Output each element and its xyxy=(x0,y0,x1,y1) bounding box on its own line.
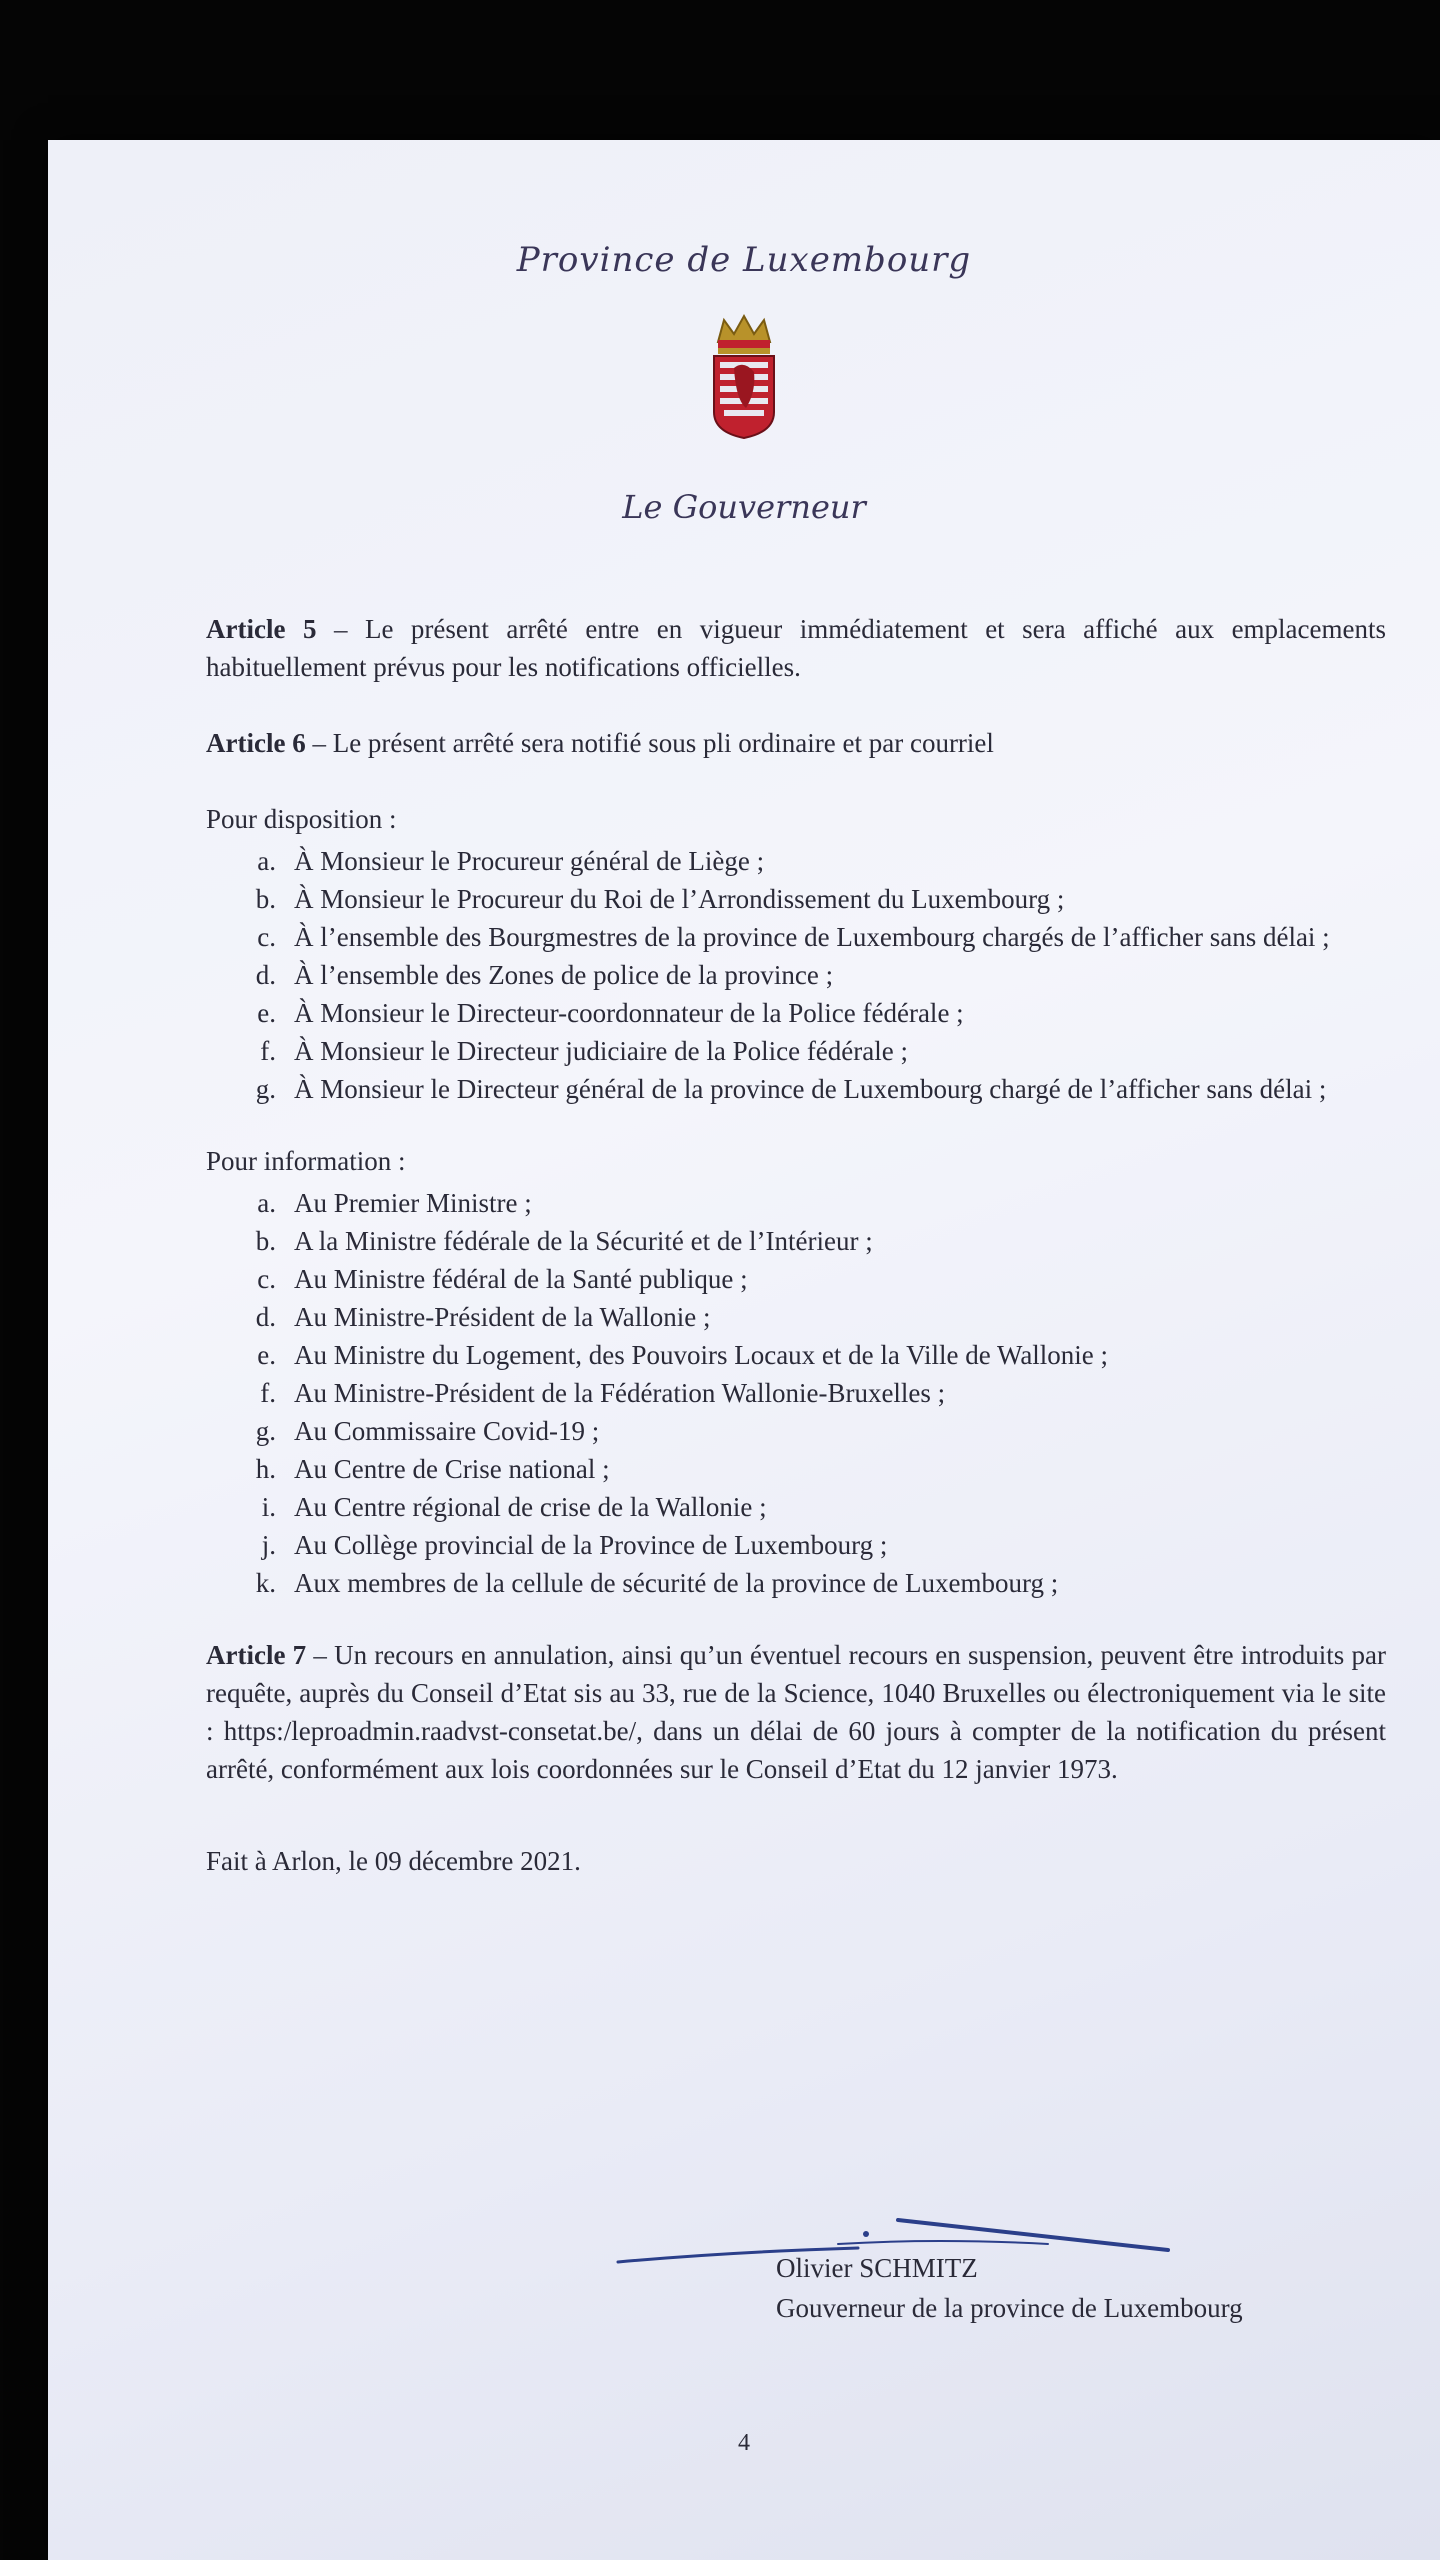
list-item xyxy=(206,1526,1386,1564)
list-letter: c. xyxy=(257,922,276,952)
signer-title: Gouverneur de la province de Luxembourg xyxy=(776,2293,1243,2323)
article-5 xyxy=(206,610,1386,686)
list-text: À Monsieur le Procureur du Roi de l’Arrondissement du Luxembourg ; xyxy=(294,884,1065,914)
list-text: À Monsieur le Directeur-coordonnateur de la Police fédérale ; xyxy=(294,998,964,1028)
information-list xyxy=(206,1184,1386,1602)
list-letter: e. xyxy=(257,1340,276,1370)
list-letter: a. xyxy=(257,846,276,876)
list-item xyxy=(206,1488,1386,1526)
list-text: A la Ministre fédérale de la Sécurité et de l’Intérieur ; xyxy=(294,1226,873,1256)
list-letter: i. xyxy=(261,1492,276,1522)
article-7-label: Article 7 xyxy=(206,1640,307,1670)
list-text: À Monsieur le Directeur général de la province de Luxembourg chargé de l’afficher sans délai ; xyxy=(294,1074,1327,1104)
list-item xyxy=(206,994,1386,1032)
list-item xyxy=(206,842,1386,880)
document-page xyxy=(48,140,1440,2560)
document-body xyxy=(206,610,1386,1880)
list-text: Aux membres de la cellule de sécurité de la province de Luxembourg ; xyxy=(294,1568,1059,1598)
page-number: 4 xyxy=(738,2430,750,2456)
list-text: Au Ministre fédéral de la Santé publique ; xyxy=(294,1264,748,1294)
list-letter: d. xyxy=(255,960,276,990)
list-item xyxy=(206,1184,1386,1222)
article-7-text: – Un recours en annulation, ainsi qu’un éventuel recours en suspension, peuvent être introduits par requête, auprès du Conseil d’Etat sis au 33, rue de la Science, 1040 Bruxelles ou électroniquement via le site : https:/leproadmin.raadvst-consetat.be/, dans un délai de 60 jours à compter de la notification du présent arrêté, conformément aux lois coordonnées sur le Conseil d’Etat du 12 janvier 1973. xyxy=(206,1640,1386,1784)
place-date: Fait à Arlon, le 09 décembre 2021. xyxy=(206,1846,581,1876)
list-letter: g. xyxy=(255,1416,276,1446)
list-item xyxy=(206,1260,1386,1298)
list-text: Au Commissaire Covid-19 ; xyxy=(294,1416,600,1446)
list-item xyxy=(206,956,1386,994)
list-letter: h. xyxy=(255,1454,276,1484)
list-letter: e. xyxy=(257,998,276,1028)
list-item xyxy=(206,880,1386,918)
list-item xyxy=(206,1298,1386,1336)
list-text: Au Ministre-Président de la Fédération Wallonie-Bruxelles ; xyxy=(294,1378,946,1408)
list-letter: d. xyxy=(255,1302,276,1332)
list-text: Au Centre de Crise national ; xyxy=(294,1454,610,1484)
list-letter: f. xyxy=(260,1378,276,1408)
list-letter: f. xyxy=(260,1036,276,1066)
letterhead-office: Le Gouverneur xyxy=(622,488,866,526)
list-item xyxy=(206,1070,1386,1108)
list-letter: k. xyxy=(255,1568,276,1598)
signer-name: Olivier SCHMITZ xyxy=(776,2253,978,2283)
list-item xyxy=(206,1412,1386,1450)
list-letter: b. xyxy=(255,1226,276,1256)
list-item xyxy=(206,1450,1386,1488)
list-letter: b. xyxy=(255,884,276,914)
list-text: Au Ministre du Logement, des Pouvoirs Locaux et de la Ville de Wallonie ; xyxy=(294,1340,1109,1370)
list-text: À Monsieur le Procureur général de Liège ; xyxy=(294,846,765,876)
article-5-text: – Le présent arrêté entre en vigueur immédiatement et sera affiché aux emplacements habituellement prévus pour les notifications officielles. xyxy=(206,614,1387,682)
list-item xyxy=(206,1222,1386,1260)
list-letter: g. xyxy=(255,1074,276,1104)
signer-block xyxy=(776,2248,1243,2328)
letterhead-province: Province de Luxembourg xyxy=(516,240,972,280)
article-6 xyxy=(206,724,1386,762)
list-text: À Monsieur le Directeur judiciaire de la Police fédérale ; xyxy=(294,1036,908,1066)
article-6-text: – Le présent arrêté sera notifié sous pli ordinaire et par courriel xyxy=(305,728,994,758)
article-7 xyxy=(206,1636,1386,1788)
disposition-list xyxy=(206,842,1386,1108)
list-item xyxy=(206,918,1386,956)
list-text: À l’ensemble des Zones de police de la province ; xyxy=(294,960,834,990)
list-item xyxy=(206,1032,1386,1070)
list-text: Au Premier Ministre ; xyxy=(294,1188,532,1218)
disposition-heading: Pour disposition : xyxy=(206,804,397,834)
list-text: Au Collège provincial de la Province de Luxembourg ; xyxy=(294,1530,888,1560)
article-5-label: Article 5 xyxy=(206,614,317,644)
list-text: Au Centre régional de crise de la Wallonie ; xyxy=(294,1492,767,1522)
list-letter: c. xyxy=(257,1264,276,1294)
information-heading: Pour information : xyxy=(206,1146,406,1176)
list-text: Au Ministre-Président de la Wallonie ; xyxy=(294,1302,711,1332)
list-letter: j. xyxy=(261,1530,276,1560)
list-text: À l’ensemble des Bourgmestres de la province de Luxembourg chargés de l’afficher sans délai ; xyxy=(294,922,1330,952)
list-letter: a. xyxy=(257,1188,276,1218)
list-item xyxy=(206,1374,1386,1412)
list-item xyxy=(206,1336,1386,1374)
article-6-label: Article 6 xyxy=(206,728,306,758)
list-item xyxy=(206,1564,1386,1602)
province-coat-of-arms-icon xyxy=(48,312,1440,442)
